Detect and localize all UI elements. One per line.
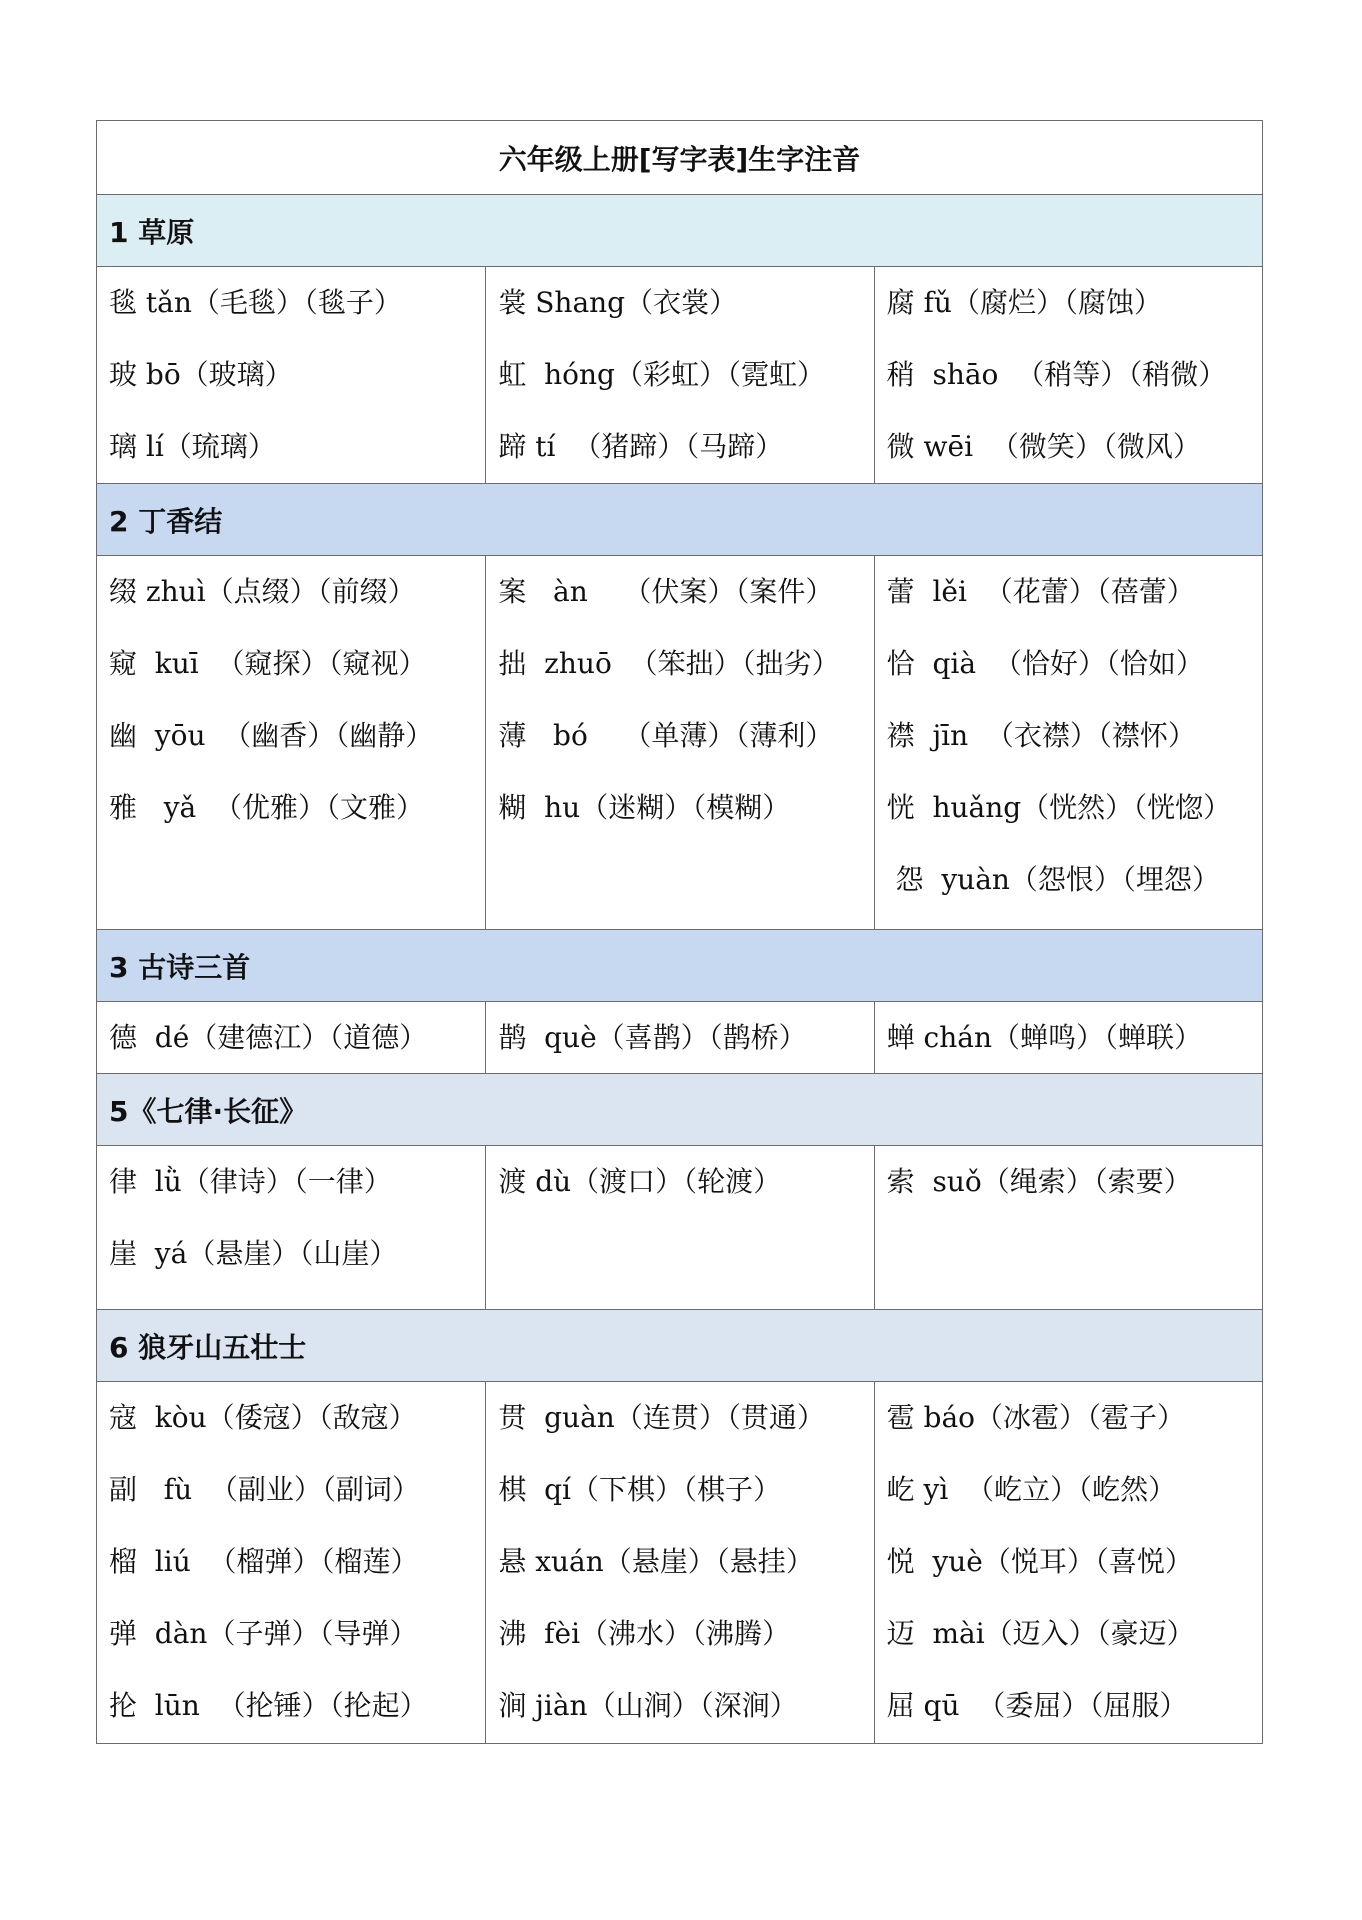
character-entry: 蹄 tí （猪蹄）（马蹄） bbox=[498, 430, 784, 463]
character-entry: 襟 jīn （衣襟）（襟怀） bbox=[886, 719, 1196, 752]
table-cell bbox=[874, 556, 1262, 929]
table-cell bbox=[97, 267, 485, 483]
character-entry: 抡 lūn （抡锤）（抡起） bbox=[109, 1689, 428, 1722]
character-entry: 雅 yǎ （优雅）（文雅） bbox=[109, 791, 425, 824]
character-entry: 索 suǒ（绳索）（索要） bbox=[886, 1165, 1192, 1198]
section-body bbox=[97, 1382, 1262, 1743]
character-entry: 案 àn （伏案）（案件） bbox=[498, 575, 834, 608]
section-body bbox=[97, 267, 1262, 484]
table-cell bbox=[874, 267, 1262, 483]
character-entry: 悬 xuán（悬崖）（悬挂） bbox=[498, 1545, 814, 1578]
section-heading: 5《七律·长征》 bbox=[97, 1074, 1262, 1146]
section-heading: 3 古诗三首 bbox=[97, 930, 1262, 1002]
character-entry: 裳 Shang（衣裳） bbox=[498, 286, 738, 319]
character-entry: 幽 yōu （幽香）（幽静） bbox=[109, 719, 434, 752]
section-heading: 6 狼牙山五壮士 bbox=[97, 1310, 1262, 1382]
table-cell bbox=[874, 1002, 1262, 1074]
character-entry: 沸 fèi（沸水）（沸腾） bbox=[498, 1617, 791, 1650]
section-body bbox=[97, 1146, 1262, 1310]
character-entry: 涧 jiàn（山涧）（深涧） bbox=[498, 1689, 798, 1722]
character-entry: 副 fù （副业）（副词） bbox=[109, 1473, 420, 1506]
character-entry: 璃 lí（琉璃） bbox=[109, 430, 276, 463]
table-cell bbox=[97, 1382, 485, 1743]
character-entry: 薄 bó （单薄）（薄利） bbox=[498, 719, 834, 752]
character-entry: 寇 kòu（倭寇）（敌寇） bbox=[109, 1401, 417, 1434]
character-entry: 蝉 chán（蝉鸣）（蝉联） bbox=[886, 1021, 1202, 1054]
character-entry: 稍 shāo （稍等）（稍微） bbox=[886, 358, 1227, 391]
character-entry: 德 dé（建德江）（道德） bbox=[109, 1021, 428, 1054]
section-body bbox=[97, 1002, 1262, 1074]
character-entry: 棋 qí（下棋）（棋子） bbox=[498, 1473, 782, 1506]
character-entry: 律 lǜ（律诗）（一律） bbox=[109, 1165, 392, 1198]
table-cell bbox=[874, 1382, 1262, 1743]
character-entry: 拙 zhuō （笨拙）（拙劣） bbox=[498, 647, 840, 680]
character-entry: 迈 mài（迈入）（豪迈） bbox=[886, 1617, 1195, 1650]
character-entry: 弹 dàn（子弹）（导弹） bbox=[109, 1617, 418, 1650]
character-entry: 蕾 lěi （花蕾）（蓓蕾） bbox=[886, 575, 1195, 608]
table-cell bbox=[485, 556, 873, 929]
table-cell bbox=[485, 1002, 873, 1074]
character-entry: 缀 zhuì（点缀）（前缀） bbox=[109, 575, 416, 608]
character-entry: 腐 fǔ（腐烂）（腐蚀） bbox=[886, 286, 1162, 319]
character-entry: 崖 yá（悬崖）（山崖） bbox=[109, 1237, 398, 1270]
character-entry: 渡 dù（渡口）（轮渡） bbox=[498, 1165, 782, 1198]
character-entry: 雹 báo（冰雹）（雹子） bbox=[886, 1401, 1186, 1434]
character-entry: 窥 kuī （窥探）（窥视） bbox=[109, 647, 427, 680]
table-title: 六年级上册[写字表]生字注音 bbox=[97, 121, 1262, 195]
character-entry: 恍 huǎng（恍然）（恍惚） bbox=[886, 791, 1232, 824]
character-entry: 屈 qū （委屈）（屈服） bbox=[886, 1689, 1188, 1722]
section-body bbox=[97, 556, 1262, 930]
character-entry: 屹 yì （屹立）（屹然） bbox=[886, 1473, 1177, 1506]
character-entry: 玻 bō（玻璃） bbox=[109, 358, 293, 391]
character-entry: 微 wēi （微笑）（微风） bbox=[886, 430, 1201, 463]
table-cell bbox=[485, 1382, 873, 1743]
character-entry: 贯 guàn（连贯）（贯通） bbox=[498, 1401, 825, 1434]
character-entry: 悦 yuè（悦耳）（喜悦） bbox=[886, 1545, 1193, 1578]
table-cell bbox=[97, 556, 485, 929]
character-entry: 糊 hu（迷糊）（模糊） bbox=[498, 791, 791, 824]
table-cell bbox=[97, 1002, 485, 1074]
character-entry: 毯 tǎn（毛毯）（毯子） bbox=[109, 286, 402, 319]
character-entry: 恰 qià （恰好）（恰如） bbox=[886, 647, 1204, 680]
character-entry: 虹 hóng（彩虹）（霓虹） bbox=[498, 358, 825, 391]
section-heading: 1 草原 bbox=[97, 195, 1262, 267]
table-cell bbox=[97, 1146, 485, 1309]
vocabulary-table bbox=[96, 120, 1263, 1744]
character-entry: 鹊 què（喜鹊）（鹊桥） bbox=[498, 1021, 807, 1054]
table-cell bbox=[485, 1146, 873, 1309]
character-entry: 怨 yuàn（怨恨）（埋怨） bbox=[886, 863, 1220, 896]
table-cell bbox=[874, 1146, 1262, 1309]
table-cell bbox=[485, 267, 873, 483]
character-entry: 榴 liú （榴弹）（榴莲） bbox=[109, 1545, 419, 1578]
section-heading: 2 丁香结 bbox=[97, 484, 1262, 556]
